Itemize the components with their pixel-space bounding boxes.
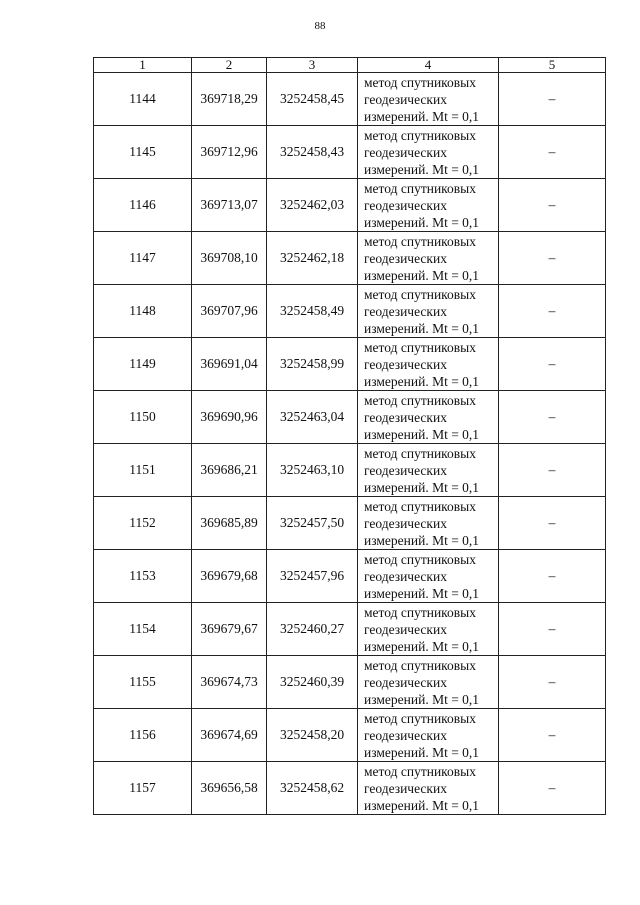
note-cell: –: [499, 709, 606, 762]
table-row: [94, 338, 606, 391]
method-line: геодезических: [364, 621, 447, 637]
table-row: [94, 550, 606, 603]
method-cell: [358, 179, 499, 232]
x-coordinate-cell: 369686,21: [192, 444, 267, 497]
note-cell: –: [499, 126, 606, 179]
method-line: измерений. Mt = 0,1: [364, 108, 480, 124]
method-line: геодезических: [364, 674, 447, 690]
x-coordinate-cell: 369679,67: [192, 603, 267, 656]
method-line: геодезических: [364, 356, 447, 372]
column-header-3: 3: [267, 58, 358, 73]
y-coordinate-cell: 3252460,39: [267, 656, 358, 709]
method-cell: [358, 656, 499, 709]
method-line: метод спутниковых: [364, 392, 476, 408]
method-line: метод спутниковых: [364, 604, 476, 620]
column-header-1: 1: [94, 58, 192, 73]
x-coordinate-cell: 369718,29: [192, 73, 267, 126]
method-line: геодезических: [364, 250, 447, 266]
note-cell: –: [499, 391, 606, 444]
column-header-4: 4: [358, 58, 499, 73]
method-cell: [358, 603, 499, 656]
table-body: [94, 73, 606, 815]
x-coordinate-cell: 369679,68: [192, 550, 267, 603]
method-line: измерений. Mt = 0,1: [364, 797, 480, 813]
y-coordinate-cell: 3252458,49: [267, 285, 358, 338]
method-line: метод спутниковых: [364, 498, 476, 514]
method-line: измерений. Mt = 0,1: [364, 426, 480, 442]
method-line: геодезических: [364, 568, 447, 584]
method-cell: [358, 232, 499, 285]
method-line: измерений. Mt = 0,1: [364, 744, 480, 760]
table-row: [94, 179, 606, 232]
method-line: геодезических: [364, 727, 447, 743]
method-line: геодезических: [364, 462, 447, 478]
method-cell: [358, 73, 499, 126]
method-cell: [358, 338, 499, 391]
y-coordinate-cell: 3252460,27: [267, 603, 358, 656]
note-cell: –: [499, 497, 606, 550]
x-coordinate-cell: 369712,96: [192, 126, 267, 179]
method-line: метод спутниковых: [364, 657, 476, 673]
point-number-cell: 1148: [94, 285, 192, 338]
method-cell: [358, 444, 499, 497]
method-cell: [358, 126, 499, 179]
method-line: геодезических: [364, 409, 447, 425]
method-line: геодезических: [364, 515, 447, 531]
method-line: измерений. Mt = 0,1: [364, 161, 480, 177]
point-number-cell: 1144: [94, 73, 192, 126]
method-line: измерений. Mt = 0,1: [364, 638, 480, 654]
note-cell: –: [499, 603, 606, 656]
table-row: [94, 232, 606, 285]
method-line: геодезических: [364, 91, 447, 107]
method-cell: [358, 709, 499, 762]
coordinates-table: [93, 57, 606, 815]
table-row: [94, 603, 606, 656]
method-line: метод спутниковых: [364, 339, 476, 355]
table-row: [94, 656, 606, 709]
method-line: измерений. Mt = 0,1: [364, 373, 480, 389]
y-coordinate-cell: 3252458,45: [267, 73, 358, 126]
x-coordinate-cell: 369707,96: [192, 285, 267, 338]
y-coordinate-cell: 3252463,04: [267, 391, 358, 444]
method-cell: [358, 550, 499, 603]
note-cell: –: [499, 179, 606, 232]
point-number-cell: 1145: [94, 126, 192, 179]
y-coordinate-cell: 3252458,20: [267, 709, 358, 762]
point-number-cell: 1151: [94, 444, 192, 497]
x-coordinate-cell: 369708,10: [192, 232, 267, 285]
point-number-cell: 1155: [94, 656, 192, 709]
point-number-cell: 1149: [94, 338, 192, 391]
table-header-row: [94, 58, 606, 73]
method-line: геодезических: [364, 197, 447, 213]
table-row: [94, 762, 606, 815]
x-coordinate-cell: 369685,89: [192, 497, 267, 550]
method-line: метод спутниковых: [364, 551, 476, 567]
y-coordinate-cell: 3252458,43: [267, 126, 358, 179]
method-line: метод спутниковых: [364, 74, 476, 90]
method-line: метод спутниковых: [364, 127, 476, 143]
note-cell: –: [499, 656, 606, 709]
method-cell: [358, 762, 499, 815]
y-coordinate-cell: 3252457,50: [267, 497, 358, 550]
note-cell: –: [499, 550, 606, 603]
column-header-2: 2: [192, 58, 267, 73]
x-coordinate-cell: 369690,96: [192, 391, 267, 444]
point-number-cell: 1154: [94, 603, 192, 656]
table-row: [94, 497, 606, 550]
method-cell: [358, 391, 499, 444]
table-row: [94, 709, 606, 762]
point-number-cell: 1150: [94, 391, 192, 444]
method-line: метод спутниковых: [364, 445, 476, 461]
y-coordinate-cell: 3252462,03: [267, 179, 358, 232]
point-number-cell: 1146: [94, 179, 192, 232]
point-number-cell: 1157: [94, 762, 192, 815]
page-number: 88: [314, 20, 326, 32]
note-cell: –: [499, 762, 606, 815]
note-cell: –: [499, 285, 606, 338]
method-line: метод спутниковых: [364, 763, 476, 779]
method-line: измерений. Mt = 0,1: [364, 320, 480, 336]
table-row: [94, 73, 606, 126]
x-coordinate-cell: 369674,69: [192, 709, 267, 762]
x-coordinate-cell: 369691,04: [192, 338, 267, 391]
note-cell: –: [499, 338, 606, 391]
method-line: измерений. Mt = 0,1: [364, 532, 480, 548]
method-line: геодезических: [364, 303, 447, 319]
x-coordinate-cell: 369674,73: [192, 656, 267, 709]
y-coordinate-cell: 3252457,96: [267, 550, 358, 603]
y-coordinate-cell: 3252458,99: [267, 338, 358, 391]
method-line: измерений. Mt = 0,1: [364, 214, 480, 230]
method-line: геодезических: [364, 144, 447, 160]
method-line: метод спутниковых: [364, 710, 476, 726]
point-number-cell: 1153: [94, 550, 192, 603]
point-number-cell: 1147: [94, 232, 192, 285]
table-row: [94, 126, 606, 179]
table-row: [94, 444, 606, 497]
note-cell: –: [499, 232, 606, 285]
y-coordinate-cell: 3252458,62: [267, 762, 358, 815]
method-line: измерений. Mt = 0,1: [364, 585, 480, 601]
x-coordinate-cell: 369656,58: [192, 762, 267, 815]
point-number-cell: 1152: [94, 497, 192, 550]
table-row: [94, 391, 606, 444]
note-cell: –: [499, 444, 606, 497]
method-line: метод спутниковых: [364, 286, 476, 302]
point-number-cell: 1156: [94, 709, 192, 762]
method-line: метод спутниковых: [364, 233, 476, 249]
x-coordinate-cell: 369713,07: [192, 179, 267, 232]
method-line: геодезических: [364, 780, 447, 796]
method-line: измерений. Mt = 0,1: [364, 479, 480, 495]
column-header-5: 5: [499, 58, 606, 73]
note-cell: –: [499, 73, 606, 126]
method-line: измерений. Mt = 0,1: [364, 267, 480, 283]
method-cell: [358, 285, 499, 338]
y-coordinate-cell: 3252463,10: [267, 444, 358, 497]
table-row: [94, 285, 606, 338]
y-coordinate-cell: 3252462,18: [267, 232, 358, 285]
method-line: метод спутниковых: [364, 180, 476, 196]
method-cell: [358, 497, 499, 550]
method-line: измерений. Mt = 0,1: [364, 691, 480, 707]
